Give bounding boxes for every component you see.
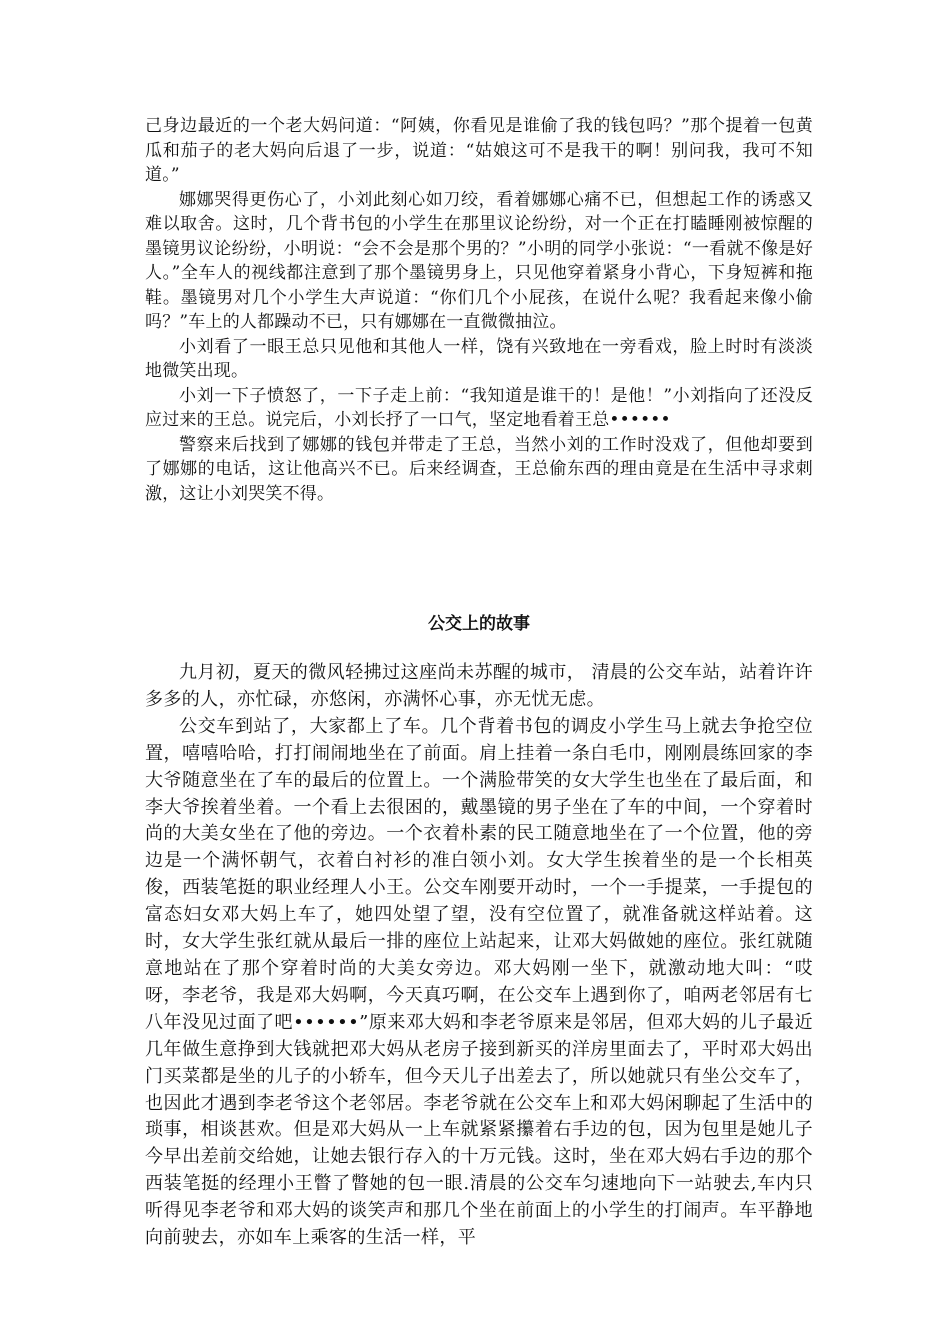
story-continuation-section <box>145 114 813 506</box>
paragraph: 小刘看了一眼王总只见他和其他人一样，饶有兴致地在一旁看戏，脸上时时有淡淡地微笑出现。 <box>145 336 813 381</box>
paragraph: 小刘一下子愤怒了，一下子走上前：“我知道是谁干的！是他！”小刘指向了还没反应过来的王总。说完后，小刘长抒了一口气，坚定地看着王总•••••• <box>145 385 813 430</box>
paragraph: 己身边最近的一个老大妈问道：“阿姨，你看见是谁偷了我的钱包吗？”那个提着一包黄瓜和茄子的老大妈向后退了一步，说道：“姑娘这可不是我干的啊！别问我，我可不知道。” <box>145 116 813 185</box>
paragraph: 娜娜哭得更伤心了，小刘此刻心如刀绞，看着娜娜心痛不已，但想起工作的诱惑又难以取舍。这时，几个背书包的小学生在那里议论纷纷，对一个正在打瞌睡刚被惊醒的墨镜男议论纷纷，小明说：“会不会是那个男的？”小明的同学小张说：“一看就不像是好人。”全车人的视线都注意到了那个墨镜男身上，只见他穿着紧身小背心，下身短裤和拖鞋。墨镜男对几个小学生大声说道：“你们几个小屁孩，在说什么呢？我看起来像小偷吗？”车上的人都躁动不已，只有娜娜在一直微微抽泣。 <box>145 189 813 332</box>
paragraph: 警察来后找到了娜娜的钱包并带走了王总，当然小刘的工作时没戏了，但他却要到了娜娜的电话，这让他高兴不已。后来经调查，王总偷东西的理由竟是在生活中寻求刺激，这让小刘哭笑不得。 <box>145 434 813 504</box>
story-title: 公交上的故事 <box>428 614 530 634</box>
paragraph: 九月初，夏天的微风轻拂过这座尚未苏醒的城市， 清晨的公交车站，站着许许多多的人，亦忙碌，亦悠闲，亦满怀心事，亦无忧无虑。 <box>145 662 813 710</box>
paragraph: 公交车到站了，大家都上了车。几个背着书包的调皮小学生马上就去争抢空位置，嘻嘻哈哈，打打闹闹地坐在了前面。肩上挂着一条白毛巾，刚刚晨练回家的李大爷随意坐在了车的最后的位置上。一个满脸带笑的女大学生也坐在了最后面，和李大爷挨着坐着。一个看上去很困的，戴墨镜的男子坐在了车的中间，一个穿着时尚的大美女坐在了他的旁边。一个衣着朴素的民工随意地坐在了一个位置，他的旁边是一个满怀朝气，衣着白衬衫的准白领小刘。女大学生挨着坐的是一个长相英俊，西装笔挺的职业经理人小王。公交车刚要开动时，一个一手提菜，一手提包的富态妇女邓大妈上车了，她四处望了望，没有空位置了，就准备就这样站着。这时，女大学生张红就从最后一排的座位上站起来，让邓大妈做她的座位。张红就随意地站在了那个穿着时尚的大美女旁边。邓大妈刚一坐下，就激动地大叫：“哎呀，李老爷，我是邓大妈啊，今天真巧啊，在公交车上遇到你了，咱两老邻居有七八年没见过面了吧••••••”原来邓大妈和李老爷原来是邻居，但邓大妈的儿子最近几年做生意挣到大钱就把邓大妈从老房子接到新买的洋房里面去了，平时邓大妈出门买菜都是坐的儿子的小轿车，但今天儿子出差去了，所以她就只有坐公交车了，也因此才遇到李老爷这个老邻居。李老爷就在公交车上和邓大妈闲聊起了生活中的琐事，相谈甚欢。但是邓大妈从一上车就紧紧攥着右手边的包，因为包里是她儿子今早出差前交给她，让她去银行存入的十万元钱。这时，坐在邓大妈右手边的那个西装笔挺的经理小王瞥了瞥她的包一眼.清晨的公交车匀速地向下一站驶去,车内只听得见李老爷和邓大妈的谈笑声和那几个坐在前面上的小学生的打闹声。车平静地向前驶去，亦如车上乘客的生活一样，平 <box>145 715 813 1249</box>
story-body-section <box>145 660 813 1252</box>
